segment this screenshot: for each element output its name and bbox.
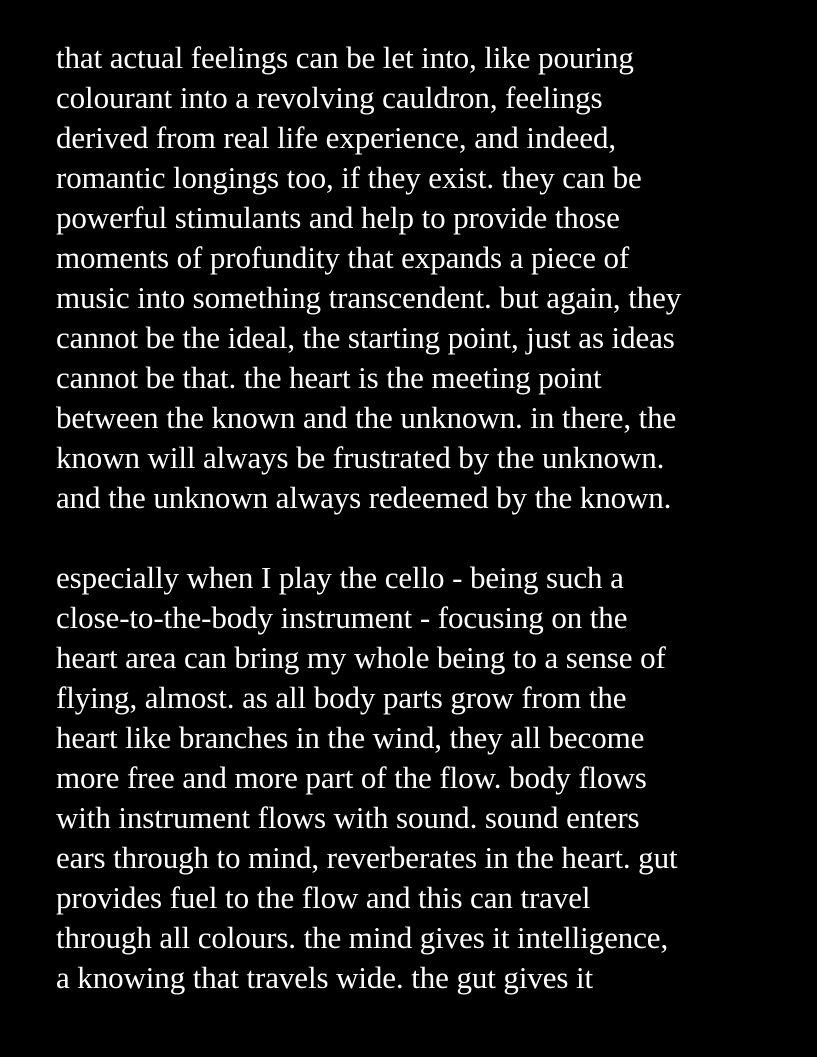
- document-text: [56, 38, 796, 998]
- paragraph-1: [56, 38, 796, 518]
- text-line: colourant into a revolving cauldron, feelings: [56, 80, 603, 115]
- text-line: powerful stimulants and help to provide those: [56, 200, 620, 235]
- text-line: through all colours. the mind gives it intelligence,: [56, 920, 669, 955]
- text-line: provides fuel to the flow and this can travel: [56, 880, 591, 915]
- paragraph-spacer: [56, 518, 796, 558]
- text-line: heart area can bring my whole being to a sense of: [56, 640, 666, 675]
- text-line: moments of profundity that expands a piece of: [56, 240, 630, 275]
- text-line: especially when I play the cello - being such a: [56, 560, 624, 595]
- text-line: flying, almost. as all body parts grow from the: [56, 680, 627, 715]
- text-line: between the known and the unknown. in there, the: [56, 400, 677, 435]
- text-line: with instrument flows with sound. sound enters: [56, 800, 640, 835]
- text-line: known will always be frustrated by the unknown.: [56, 440, 665, 475]
- text-line: derived from real life experience, and indeed,: [56, 120, 616, 155]
- text-line: that actual feelings can be let into, like pouring: [56, 40, 634, 75]
- paragraph-2: [56, 558, 796, 998]
- text-line: cannot be that. the heart is the meeting point: [56, 360, 602, 395]
- text-line: close-to-the-body instrument - focusing on the: [56, 600, 628, 635]
- text-line: heart like branches in the wind, they all become: [56, 720, 645, 755]
- text-line: romantic longings too, if they exist. they can be: [56, 160, 642, 195]
- text-line: music into something transcendent. but again, they: [56, 280, 682, 315]
- text-line: cannot be the ideal, the starting point, just as ideas: [56, 320, 675, 355]
- text-line: a knowing that travels wide. the gut gives it: [56, 960, 594, 995]
- text-line: more free and more part of the flow. body flows: [56, 760, 647, 795]
- text-line: and the unknown always redeemed by the known.: [56, 480, 672, 515]
- text-line: ears through to mind, reverberates in the heart. gut: [56, 840, 678, 875]
